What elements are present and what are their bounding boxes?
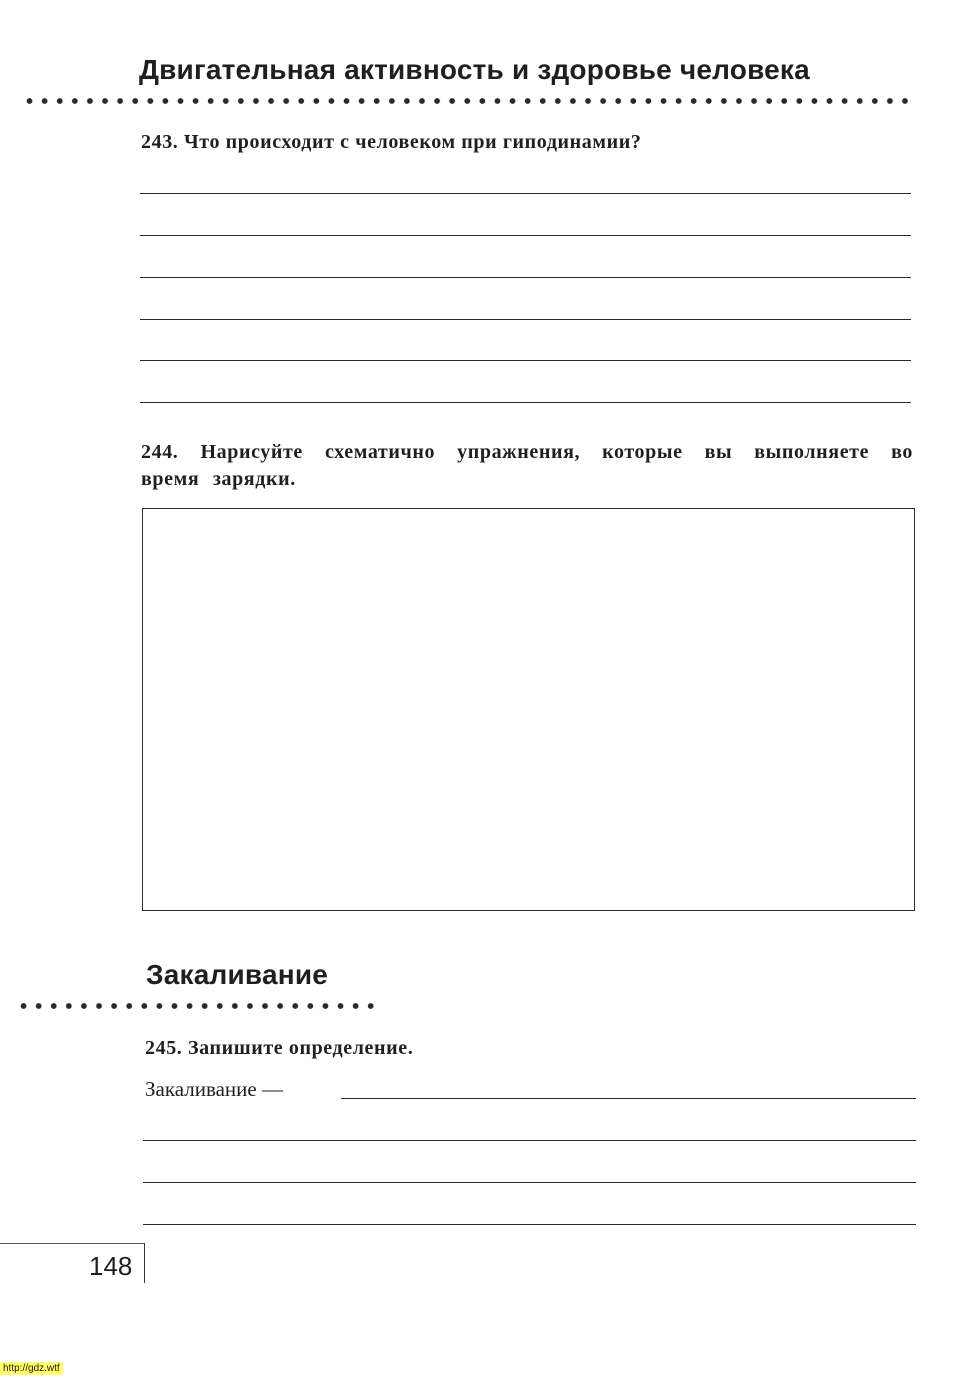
page-number: 148 (89, 1251, 133, 1281)
task-text: Что происходит с человеком при гиподинамии? (184, 131, 642, 153)
dotted-divider (22, 97, 908, 105)
answer-line[interactable] (140, 277, 911, 278)
answer-line[interactable] (140, 319, 911, 320)
section-title-motor-activity: Двигательная активность и здоровье человека (139, 54, 810, 85)
task-text: Нарисуйте схематично упражнения, которые вы выполняете во время зарядки. (141, 441, 913, 490)
answer-line[interactable] (143, 1140, 916, 1141)
task-number: 245. (145, 1037, 183, 1059)
dotted-divider (16, 1002, 380, 1010)
drawing-area[interactable] (142, 508, 915, 911)
task-243-question (141, 131, 911, 154)
answer-line[interactable] (143, 1182, 916, 1183)
answer-line[interactable] (140, 193, 911, 194)
task-244-question (141, 439, 913, 493)
section-title-hardening: Закаливание (146, 959, 329, 990)
task-number: 243. (141, 131, 179, 153)
page-number-divider (144, 1243, 145, 1283)
footer-link[interactable]: http://gdz.wtf (0, 1362, 63, 1375)
answer-line[interactable] (140, 402, 911, 403)
task-text: Запишите определение. (188, 1037, 414, 1059)
task-245-question (145, 1037, 413, 1060)
footer-rule (0, 1243, 145, 1244)
definition-label: Закаливание — (145, 1077, 283, 1101)
answer-line[interactable] (143, 1224, 916, 1225)
answer-line[interactable] (341, 1098, 916, 1099)
answer-line[interactable] (140, 360, 911, 361)
answer-line[interactable] (140, 235, 911, 236)
task-number: 244. (141, 441, 179, 463)
